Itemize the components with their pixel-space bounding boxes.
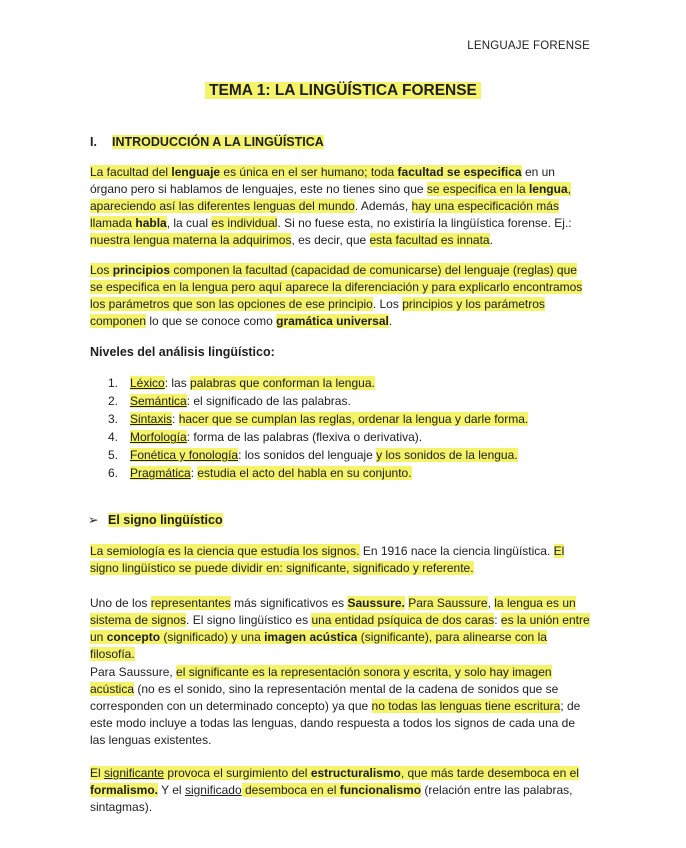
item-term: Sintaxis <box>130 412 173 426</box>
section-label: INTRODUCCIÓN A LA LINGÜÍSTICA <box>112 135 324 149</box>
text-run: La facultad del <box>90 165 172 179</box>
item-term: Léxico <box>130 376 165 390</box>
signo-heading <box>88 512 223 527</box>
item-term: Morfología <box>130 430 187 444</box>
text-run: habla <box>135 216 167 230</box>
text-run: (no es el sonido, sino la representación mental de la cadena de sonidos que se corresponden con un determinado concepto) ya que <box>90 682 559 713</box>
text-run: no todas las lenguas tiene escritura <box>371 699 561 713</box>
text-run: más significativos es <box>230 596 348 610</box>
text-run: funcionalismo <box>339 783 422 797</box>
text-run: desemboca en el <box>241 783 340 797</box>
text-run: , apareciendo así las diferentes lenguas del mundo <box>90 182 571 213</box>
text-run: hay una especificación más llamada <box>90 199 559 230</box>
text-run: Los <box>90 263 113 277</box>
item-desc: : <box>172 412 179 426</box>
text-run: . <box>489 233 493 247</box>
text-run: . El signo lingüístico es <box>186 613 312 627</box>
list-item <box>108 464 528 482</box>
text-run: , <box>487 596 495 610</box>
text-run: , es decir, que <box>291 233 370 247</box>
item-highlight: estudia el acto del habla en su conjunto. <box>197 466 412 480</box>
list-item <box>108 446 528 464</box>
item-desc: : los sonidos del lenguaje <box>238 448 377 462</box>
list-item <box>108 410 528 428</box>
text-run: Y el <box>158 783 185 797</box>
paragraph-semiologia <box>90 543 590 577</box>
text-run: . Además, <box>354 199 412 213</box>
text-run: La semiología es la ciencia que estudia los signos. <box>90 544 360 558</box>
text-run: (significado) y una <box>160 630 265 644</box>
text-run: facultad se especifica <box>397 165 522 179</box>
item-highlight: hacer que se cumplan las reglas, ordenar la lengua y darle forma. <box>178 412 529 426</box>
item-term: Pragmática <box>130 466 191 480</box>
text-run: imagen acústica <box>264 630 358 644</box>
text-run: , que más tarde desemboca en el <box>400 766 579 780</box>
paragraph-facultad-lenguaje <box>90 164 590 249</box>
text-run: lo que se conoce como <box>146 314 277 328</box>
page-header: LENGUAJE FORENSE <box>467 40 590 52</box>
text-run: : <box>494 613 501 627</box>
list-item <box>108 374 528 392</box>
text-run: Saussure. <box>347 596 405 610</box>
text-run: El <box>90 766 105 780</box>
item-term: Fonética y fonología <box>130 448 239 462</box>
text-run: (relación entre las palabras, sintagmas). <box>90 783 573 814</box>
text-run: En 1916 nace la ciencia lingüística. <box>359 544 554 558</box>
text-run: nuestra lengua materna la adquirimos <box>90 233 292 247</box>
text-run: esta facultad es innata <box>369 233 490 247</box>
text-run: lenguaje <box>171 165 221 179</box>
text-run: que se especifica en la lengua pero aquí aparece la diferenciación y para explicarlo encontramos los parámetros que son las opciones de ese principio <box>90 263 583 311</box>
text-run: estructuralismo <box>310 766 401 780</box>
item-number: 4. <box>108 430 119 444</box>
text-run: . <box>388 314 393 328</box>
item-number: 6. <box>108 466 119 480</box>
text-run: significado <box>184 783 242 797</box>
section-heading-introduccion <box>90 135 324 149</box>
text-run: representantes <box>150 596 231 610</box>
text-run: es única en el ser humano; toda <box>220 165 398 179</box>
text-run: principios y los parámetros componen <box>90 297 545 328</box>
paragraph-significante <box>90 664 590 749</box>
text-run: El signo lingüístico se puede dividir en: significante, significado y referente. <box>90 544 565 575</box>
item-highlight: palabras que conforman la lengua. <box>190 376 375 390</box>
text-run: Uno de los <box>90 596 151 610</box>
text-run: . Los <box>372 297 403 311</box>
text-run: es la unión entre un <box>90 613 590 644</box>
paragraph-estructuralismo <box>90 765 590 816</box>
text-run: es individual <box>211 216 278 230</box>
item-number: 1. <box>108 376 119 390</box>
text-run: significante <box>104 766 165 780</box>
text-run: una entidad psíquica de dos caras <box>311 613 495 627</box>
item-desc: : las <box>164 376 191 390</box>
text-run: componen la facultad (capacidad de comunicarse) del lenguaje (reglas) <box>170 263 557 277</box>
item-highlight: y los sonidos de la lengua. <box>376 448 518 462</box>
niveles-heading: Niveles del análisis lingüístico: <box>90 345 275 359</box>
text-run: gramática universal <box>276 314 389 328</box>
item-desc: : <box>190 466 198 480</box>
text-run: , la cual <box>166 216 212 230</box>
text-run: la lengua es un sistema de signos <box>90 596 576 627</box>
signo-heading-label: El signo lingüístico <box>108 513 223 527</box>
text-run: ; de este modo incluye a todas las lenguas, dando respuesta a todos los signos de cada una de las lenguas existentes. <box>90 699 581 747</box>
item-desc: : forma de las palabras (flexiva o derivativa). <box>186 430 423 444</box>
paragraph-saussure <box>90 595 590 663</box>
text-run: concepto <box>106 630 161 644</box>
item-desc: : el significado de las palabras. <box>186 394 351 408</box>
text-run: el significante es la representación sonora y escrita, y solo hay imagen acústica <box>90 665 552 696</box>
text-run: se especifica en la <box>426 182 529 196</box>
paragraph-principios <box>90 262 590 330</box>
page-title <box>0 82 686 100</box>
item-term: Semántica <box>130 394 187 408</box>
text-run: . Si no fuese esta, no existiría la lingüística forense. Ej.: <box>277 216 572 230</box>
item-number: 5. <box>108 448 119 462</box>
levels-list <box>108 374 528 482</box>
title-text: TEMA 1: LA LINGÜÍSTICA FORENSE <box>205 82 481 99</box>
section-number: I. <box>90 135 97 149</box>
list-item <box>108 428 528 446</box>
item-number: 3. <box>108 412 119 426</box>
text-run: (significante), para alinearse con la filosofía. <box>90 630 547 661</box>
text-run: en un órgano pero si hablamos de lenguajes, este no tienes sino que <box>90 165 555 196</box>
text-run: lengua <box>528 182 568 196</box>
text-run: Para Saussure <box>408 596 488 610</box>
text-run: provoca el surgimiento del <box>164 766 311 780</box>
text-run: formalismo. <box>90 783 159 797</box>
text-run: Para Saussure, <box>90 665 177 679</box>
item-number: 2. <box>108 394 119 408</box>
arrow-bullet-icon: ➢ <box>88 513 99 527</box>
list-item <box>108 392 528 410</box>
text-run: principios <box>112 263 171 277</box>
